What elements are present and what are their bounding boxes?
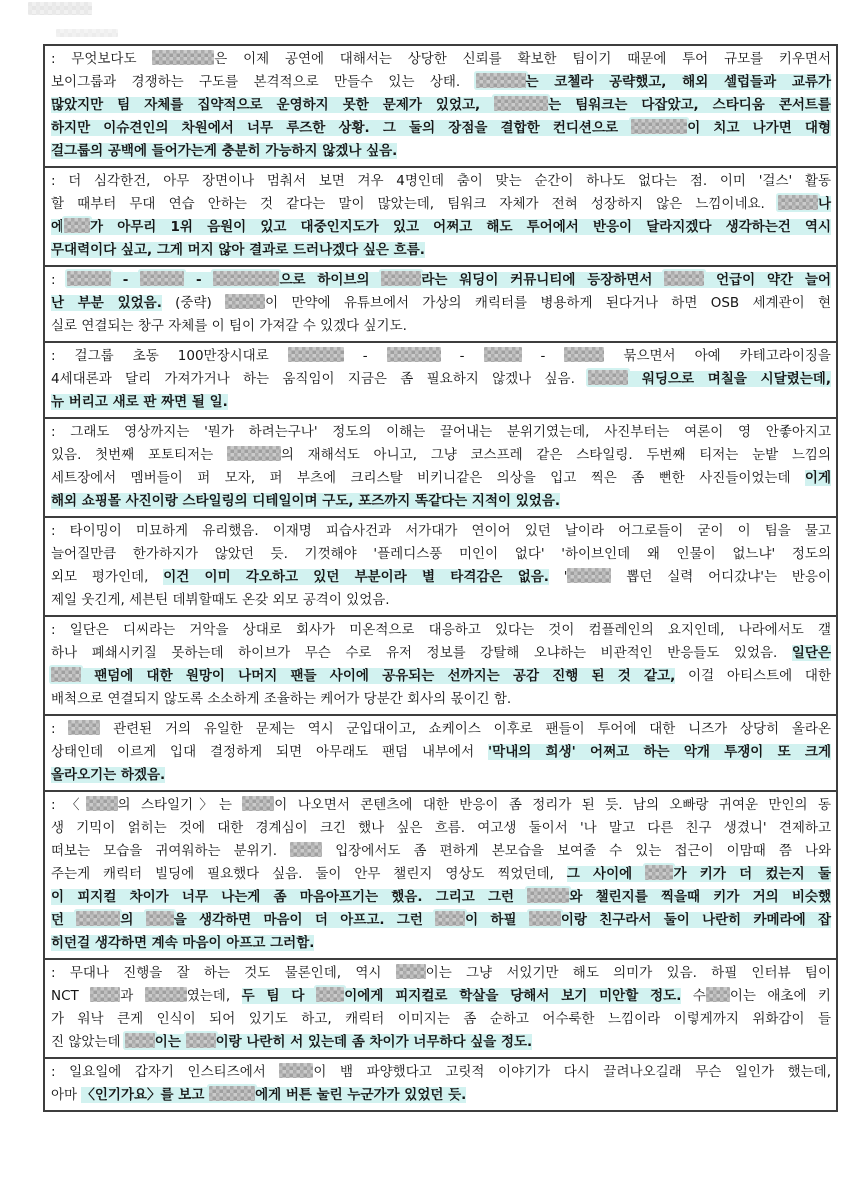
- text-segment: 주는게 캐릭터 빌딩에 필요했다 싶음. 둘이 안무 챌린지 영상도 찍었던데,: [51, 866, 567, 882]
- text-segment: ': [548, 569, 568, 585]
- text-line: [51, 1008, 831, 1031]
- redacted-text: [242, 796, 274, 811]
- text-segment: 수: [681, 988, 706, 1004]
- text-segment: 있음. 첫번째 포토티저는: [51, 447, 227, 463]
- redacted-text: [567, 568, 611, 583]
- text-segment: 생 기믹이 얽히는 것에 대한 경계심이 크긴 했나 싶은 흐름. 여고생 둘이서 '나 말고 다른 친구 생겼니' 견제하고: [51, 820, 831, 836]
- highlighted-text: 이 피지컬 차이가 너무 나는게 좀 마음아프기는 했음. 그리고 그런: [51, 889, 528, 905]
- redacted-text: [213, 271, 279, 286]
- redacted-text: [778, 195, 818, 210]
- table-row: [45, 516, 836, 615]
- table-row: [45, 417, 836, 516]
- text-line: [51, 216, 831, 239]
- text-segment: 가 워낙 큰게 인식이 되어 있기도 하고, 캐릭터 이미지는 좀 순하고 어수룩한 느낌이라 이렇게까지 위화감이 들: [51, 1011, 831, 1027]
- highlighted-text: 에: [51, 219, 65, 235]
- redacted-text: [288, 347, 344, 362]
- redacted-text: [588, 370, 628, 385]
- highlighted-text: 두 팀 다: [241, 988, 317, 1004]
- table-row: [45, 46, 836, 166]
- highlighted-text: 하지만 이슈견인의 차원에서 너무 루즈한 상황. 그 둘의 장점을 결합한 컨디션으로: [51, 120, 632, 136]
- text-segment: 4세대론과 달리 가져가거나 하는 움직임이 지금은 좀 필요하지 않겠나 싶음.: [51, 371, 589, 387]
- text-line: [51, 718, 831, 741]
- redacted-text: [316, 987, 344, 1002]
- text-segment: 묶으면서 아예 카테고라이징을: [604, 348, 831, 364]
- text-segment: (중략): [161, 295, 226, 311]
- text-line: [51, 642, 831, 665]
- text-segment: 이 나오면서 콘텐츠에 대한 반응이 좀 정리가 된 듯. 남의 오빠랑 귀여운 만인의 동: [274, 797, 831, 813]
- redacted-text: [145, 987, 187, 1002]
- text-line: [51, 741, 831, 764]
- highlighted-text: 뉴 버리고 새로 판 짜면 될 일.: [51, 394, 228, 410]
- text-segment: -: [521, 348, 565, 364]
- redacted-text: [387, 347, 441, 362]
- highlighted-text: 워딩으로 며칠을 시달렸는데,: [628, 371, 831, 387]
- text-line: [51, 444, 831, 467]
- highlighted-text: 이 치고 나가면 대형: [687, 120, 831, 136]
- highlighted-text: 해외 쇼핑몰 사진이랑 스타일링의 디테일이며 구도, 포즈까지 똑같다는 지적이 있었음.: [51, 493, 560, 509]
- text-segment: -: [440, 348, 484, 364]
- text-segment: 였는데,: [186, 988, 242, 1004]
- redacted-text: [64, 218, 90, 233]
- redacted-text: [529, 911, 561, 926]
- text-segment: 제일 웃긴게, 세븐틴 데뷔할때도 온갖 외모 공격이 있었음.: [51, 592, 390, 608]
- table-row: [45, 265, 836, 341]
- redacted-text: [186, 1033, 216, 1048]
- redacted-text: [706, 987, 730, 1002]
- text-segment: : 무엇보다도: [51, 51, 153, 67]
- text-segment: : 타이밍이 미묘하게 유리했음. 이재명 피습사건과 서가대가 연이어 있던 날이라 어그로들이 굳이 이 팀을 물고: [51, 523, 831, 539]
- table-row: [45, 615, 836, 714]
- highlighted-text: -: [110, 272, 141, 288]
- highlighted-text: 그 사이에: [566, 866, 646, 882]
- text-segment: 이는 그냥 서있기만 해도 의미가 있음. 하필 인터뷰 팀이: [425, 965, 831, 981]
- text-segment: 이 만약에 유튜브에서 가상의 캐릭터를 병용하게 된다거나 하면 OSB 세계관이 현: [265, 295, 832, 311]
- highlighted-text: 언급이 약간 늘어: [704, 272, 831, 288]
- highlighted-text: 히던걸 생각하면 계속 마음이 아프고 그러함.: [51, 935, 315, 951]
- highlighted-text: 이 하필: [465, 912, 529, 928]
- highlighted-text: 걸그룹의 공백에 들어가는게 충분히 가능하지 않겠나 싶음.: [51, 143, 398, 159]
- text-line: [51, 863, 831, 886]
- text-line: [51, 589, 831, 612]
- table-row: [45, 341, 836, 417]
- text-line: [51, 117, 831, 140]
- highlighted-text: 이랑 친구라서 둘이 나란히 카메라에 잡: [560, 912, 831, 928]
- text-segment: 이 뱀 파양했다고 고릿적 이야기가 다시 끌려나오길래 무슨 일인가 했는데,: [313, 1064, 831, 1080]
- text-line: [51, 619, 831, 642]
- redacted-text: [209, 1086, 255, 1101]
- highlighted-text: 으로 하이브의: [279, 272, 382, 288]
- highlighted-text: 이에게 피지컬로 학살을 당해서 보기 미안할 정도.: [344, 988, 682, 1004]
- redacted-text: [227, 446, 281, 461]
- text-segment: 이는 애초에 키: [729, 988, 831, 1004]
- table-row: [45, 714, 836, 790]
- text-segment: : 일단은 디씨라는 거악을 상대로 회사가 미온적으로 대응하고 있다는 것이 컴플레인의 요지인데, 나라에서도 갤: [51, 622, 831, 638]
- highlighted-text: '막내의 희생' 어쩌고 하는 악개 투쟁이 또 크게: [488, 744, 831, 760]
- text-segment: 할 때부터 무대 연습 안하는 것 같다는 말이 많았는데, 팀워크 자체가 전혀 성장하지 않은 느낌이네요.: [51, 196, 778, 212]
- highlighted-text: 라는 워딩이 커뮤니티에 등장하면서: [421, 272, 665, 288]
- text-line: [51, 520, 831, 543]
- text-line: [51, 239, 831, 262]
- redacted-text: [152, 50, 214, 65]
- redacted-text: [90, 987, 120, 1002]
- text-segment: : 일요일에 갑자기 인스티즈에서: [51, 1064, 280, 1080]
- text-segment: NCT: [51, 988, 91, 1004]
- highlighted-text: 팬덤에 대한 원망이 나머지 팬들 사이에 공유되는 선까지는 공감 진행 된 것 같고,: [81, 668, 676, 684]
- text-segment: 관련된 거의 유일한 문제는 역시 군입대이고, 쇼케이스 이후로 팬들이 투어에 대한 니즈가 상당히 올라온: [100, 721, 831, 737]
- text-segment: 배척으로 연결되지 않도록 소소하게 조율하는 케어가 당분간 회사의 몫이긴 함.: [51, 691, 512, 707]
- redacted-text: [381, 271, 421, 286]
- highlighted-text: 이건 이미 각오하고 있던 부분이라 별 타격감은 없음.: [163, 569, 549, 585]
- redacted-text: [494, 96, 548, 111]
- redacted-artifact-top: [28, 2, 92, 15]
- highlighted-text: 던: [51, 912, 77, 928]
- redacted-text: [631, 119, 687, 134]
- redacted-text: [125, 1033, 155, 1048]
- text-line: [51, 688, 831, 711]
- redacted-text: [279, 1063, 313, 1078]
- redacted-text: [664, 271, 704, 286]
- text-segment: : 무대나 진행을 잘 하는 것도 물론인데, 역시: [51, 965, 396, 981]
- text-line: [51, 48, 831, 71]
- redacted-text: [484, 347, 522, 362]
- text-segment: 늘어질만큼 한가하지가 않았던 듯. 기껏해야 '플레디스풍 미인이 없다' '하이브인데 왜 인물이 없느냐' 정도의: [51, 546, 831, 562]
- highlighted-text: 는 코첼라 공략했고, 해외 셀럽들과 교류가: [525, 74, 831, 90]
- text-segment: : 그래도 영상까지는 '뭔가 하려는구나' 정도의 이해는 끌어내는 분위기였는데, 사진부터는 여론이 영 안좋아지고: [51, 424, 831, 440]
- text-line: [51, 170, 831, 193]
- highlighted-text: 이게: [804, 470, 831, 486]
- text-line: [51, 794, 831, 817]
- table-row: [45, 790, 836, 958]
- text-line: [51, 665, 831, 688]
- highlighted-text: -: [184, 272, 214, 288]
- redacted-text: [67, 271, 111, 286]
- text-segment: 떠보는 모습을 귀여워하는 분위기.: [51, 843, 291, 859]
- redacted-text: [290, 842, 322, 857]
- text-segment: 외모 평가인데,: [51, 569, 164, 585]
- comment-table: [43, 44, 838, 1112]
- text-line: [51, 368, 831, 391]
- text-segment: -: [343, 348, 387, 364]
- highlighted-text: 가 아무리 1위 음원이 있고 대중인지도가 있고 어쩌고 해도 투어에서 반응이 달라지겠다 생각하는건 역시: [90, 219, 831, 235]
- text-segment: 과: [120, 988, 145, 1004]
- redacted-text: [396, 964, 426, 979]
- text-segment: 의 재해석도 아니고, 그냥 코스프레 같은 스타일링. 두번째 티저는 눈밭 느낌의: [280, 447, 832, 463]
- redacted-artifact-top-2: [56, 29, 118, 37]
- text-segment: :: [51, 272, 67, 288]
- text-line: [51, 292, 831, 315]
- highlighted-text: 는 팀워크는 다잡았고, 스타디움 콘서트를: [548, 97, 831, 113]
- redacted-text: [51, 667, 81, 682]
- text-line: [51, 1084, 831, 1107]
- text-segment: 보이그룹과 경쟁하는 구도를 본격적으로 만들수 있는 상태.: [51, 74, 476, 90]
- table-row: [45, 166, 836, 265]
- text-segment: 의 스타일기〉는: [117, 797, 243, 813]
- text-line: [51, 909, 831, 932]
- text-segment: : 〈: [51, 797, 86, 813]
- redacted-text: [68, 720, 100, 735]
- highlighted-text: 올라오기는 하겠음.: [51, 767, 166, 783]
- text-line: [51, 840, 831, 863]
- redacted-text: [146, 911, 174, 926]
- text-line: [51, 421, 831, 444]
- highlighted-text: 을 생각하면 마음이 더 아프고. 그런: [173, 912, 436, 928]
- text-segment: : 걸그룹 초동 100만장시대로: [51, 348, 288, 364]
- text-line: [51, 543, 831, 566]
- text-line: [51, 345, 831, 368]
- redacted-text: [225, 294, 265, 309]
- highlighted-text: 가 키가 더 컸는지 둘: [673, 866, 831, 882]
- highlighted-text: 일단은: [791, 645, 831, 661]
- highlighted-text: 〈인기가요〉를 보고: [81, 1087, 210, 1103]
- text-segment: :: [51, 721, 69, 737]
- table-row: [45, 958, 836, 1057]
- redacted-text: [76, 911, 120, 926]
- highlighted-text: 에게 버튼 눌린 누군가가 있었던 듯.: [255, 1087, 467, 1103]
- text-line: [51, 1061, 831, 1084]
- text-segment: 세트장에서 멤버들이 퍼 모자, 퍼 부츠에 크리스탈 비키니같은 의상을 입고 찍은 좀 뻔한 사진들이었는데: [51, 470, 805, 486]
- text-line: [51, 269, 831, 292]
- redacted-text: [86, 796, 118, 811]
- text-segment: 하나 폐쇄시키질 못하는데 하이브가 무슨 수로 유저 정보를 강탈해 오냐하는 비관적인 반응들도 있었음.: [51, 645, 792, 661]
- text-segment: 실로 연결되는 창구 자체를 이 팀이 가져갈 수 있겠다 싶기도.: [51, 318, 407, 334]
- text-line: [51, 467, 831, 490]
- highlighted-text: 와 챌린지를 찍을때 키가 거의 비슷했: [569, 889, 831, 905]
- text-line: [51, 315, 831, 338]
- redacted-text: [435, 911, 465, 926]
- highlighted-text: 난 부분 있었음.: [51, 295, 162, 311]
- highlighted-text: 이랑 나란히 서 있는데 좀 차이가 너무하다 싶을 정도.: [215, 1034, 533, 1050]
- redacted-text: [527, 888, 569, 903]
- text-segment: 입장에서도 좀 편하게 본모습을 보여줄 수 있는 접근이 이맘때 쯤 나와: [322, 843, 832, 859]
- text-segment: 상태인데 이르게 입대 결정하게 되면 아무래도 팬덤 내부에서: [51, 744, 489, 760]
- text-line: [51, 764, 831, 787]
- text-segment: 이걸 아티스트에 대한: [675, 668, 831, 684]
- redacted-text: [140, 271, 184, 286]
- highlighted-text: 이는: [154, 1034, 186, 1050]
- text-segment: : 더 심각한건, 아무 장면이나 멈춰서 보면 겨우 4명인데 춤이 맞는 순간이 하나도 없다는 점. 이미 '걸스' 활동: [51, 173, 831, 189]
- text-line: [51, 490, 831, 513]
- text-line: [51, 817, 831, 840]
- text-segment: 뽑던 실력 어디갔냐'는 반응이: [611, 569, 831, 585]
- text-line: [51, 932, 831, 955]
- text-line: [51, 193, 831, 216]
- text-line: [51, 391, 831, 414]
- text-line: [51, 886, 831, 909]
- text-segment: 진 않았는데: [51, 1034, 125, 1050]
- text-line: [51, 94, 831, 117]
- redacted-text: [476, 73, 526, 88]
- text-line: [51, 962, 831, 985]
- text-line: [51, 985, 831, 1008]
- text-line: [51, 566, 831, 589]
- highlighted-text: 나: [817, 196, 831, 212]
- highlighted-text: 많았지만 팀 자체를 집약적으로 운영하지 못한 문제가 있었고,: [51, 97, 495, 113]
- table-row: [45, 1057, 836, 1110]
- redacted-text: [645, 865, 673, 880]
- text-line: [51, 71, 831, 94]
- text-line: [51, 1031, 831, 1054]
- text-segment: 아마: [51, 1087, 82, 1103]
- highlighted-text: 무대력이다 싶고, 그게 머지 않아 결과로 드러나겠다 싶은 흐름.: [51, 242, 425, 258]
- redacted-text: [564, 347, 604, 362]
- text-segment: 은 이제 공연에 대해서는 상당한 신뢰를 확보한 팀이기 때문에 투어 규모를 키우면서: [214, 51, 831, 67]
- highlighted-text: 의: [120, 912, 146, 928]
- text-line: [51, 140, 831, 163]
